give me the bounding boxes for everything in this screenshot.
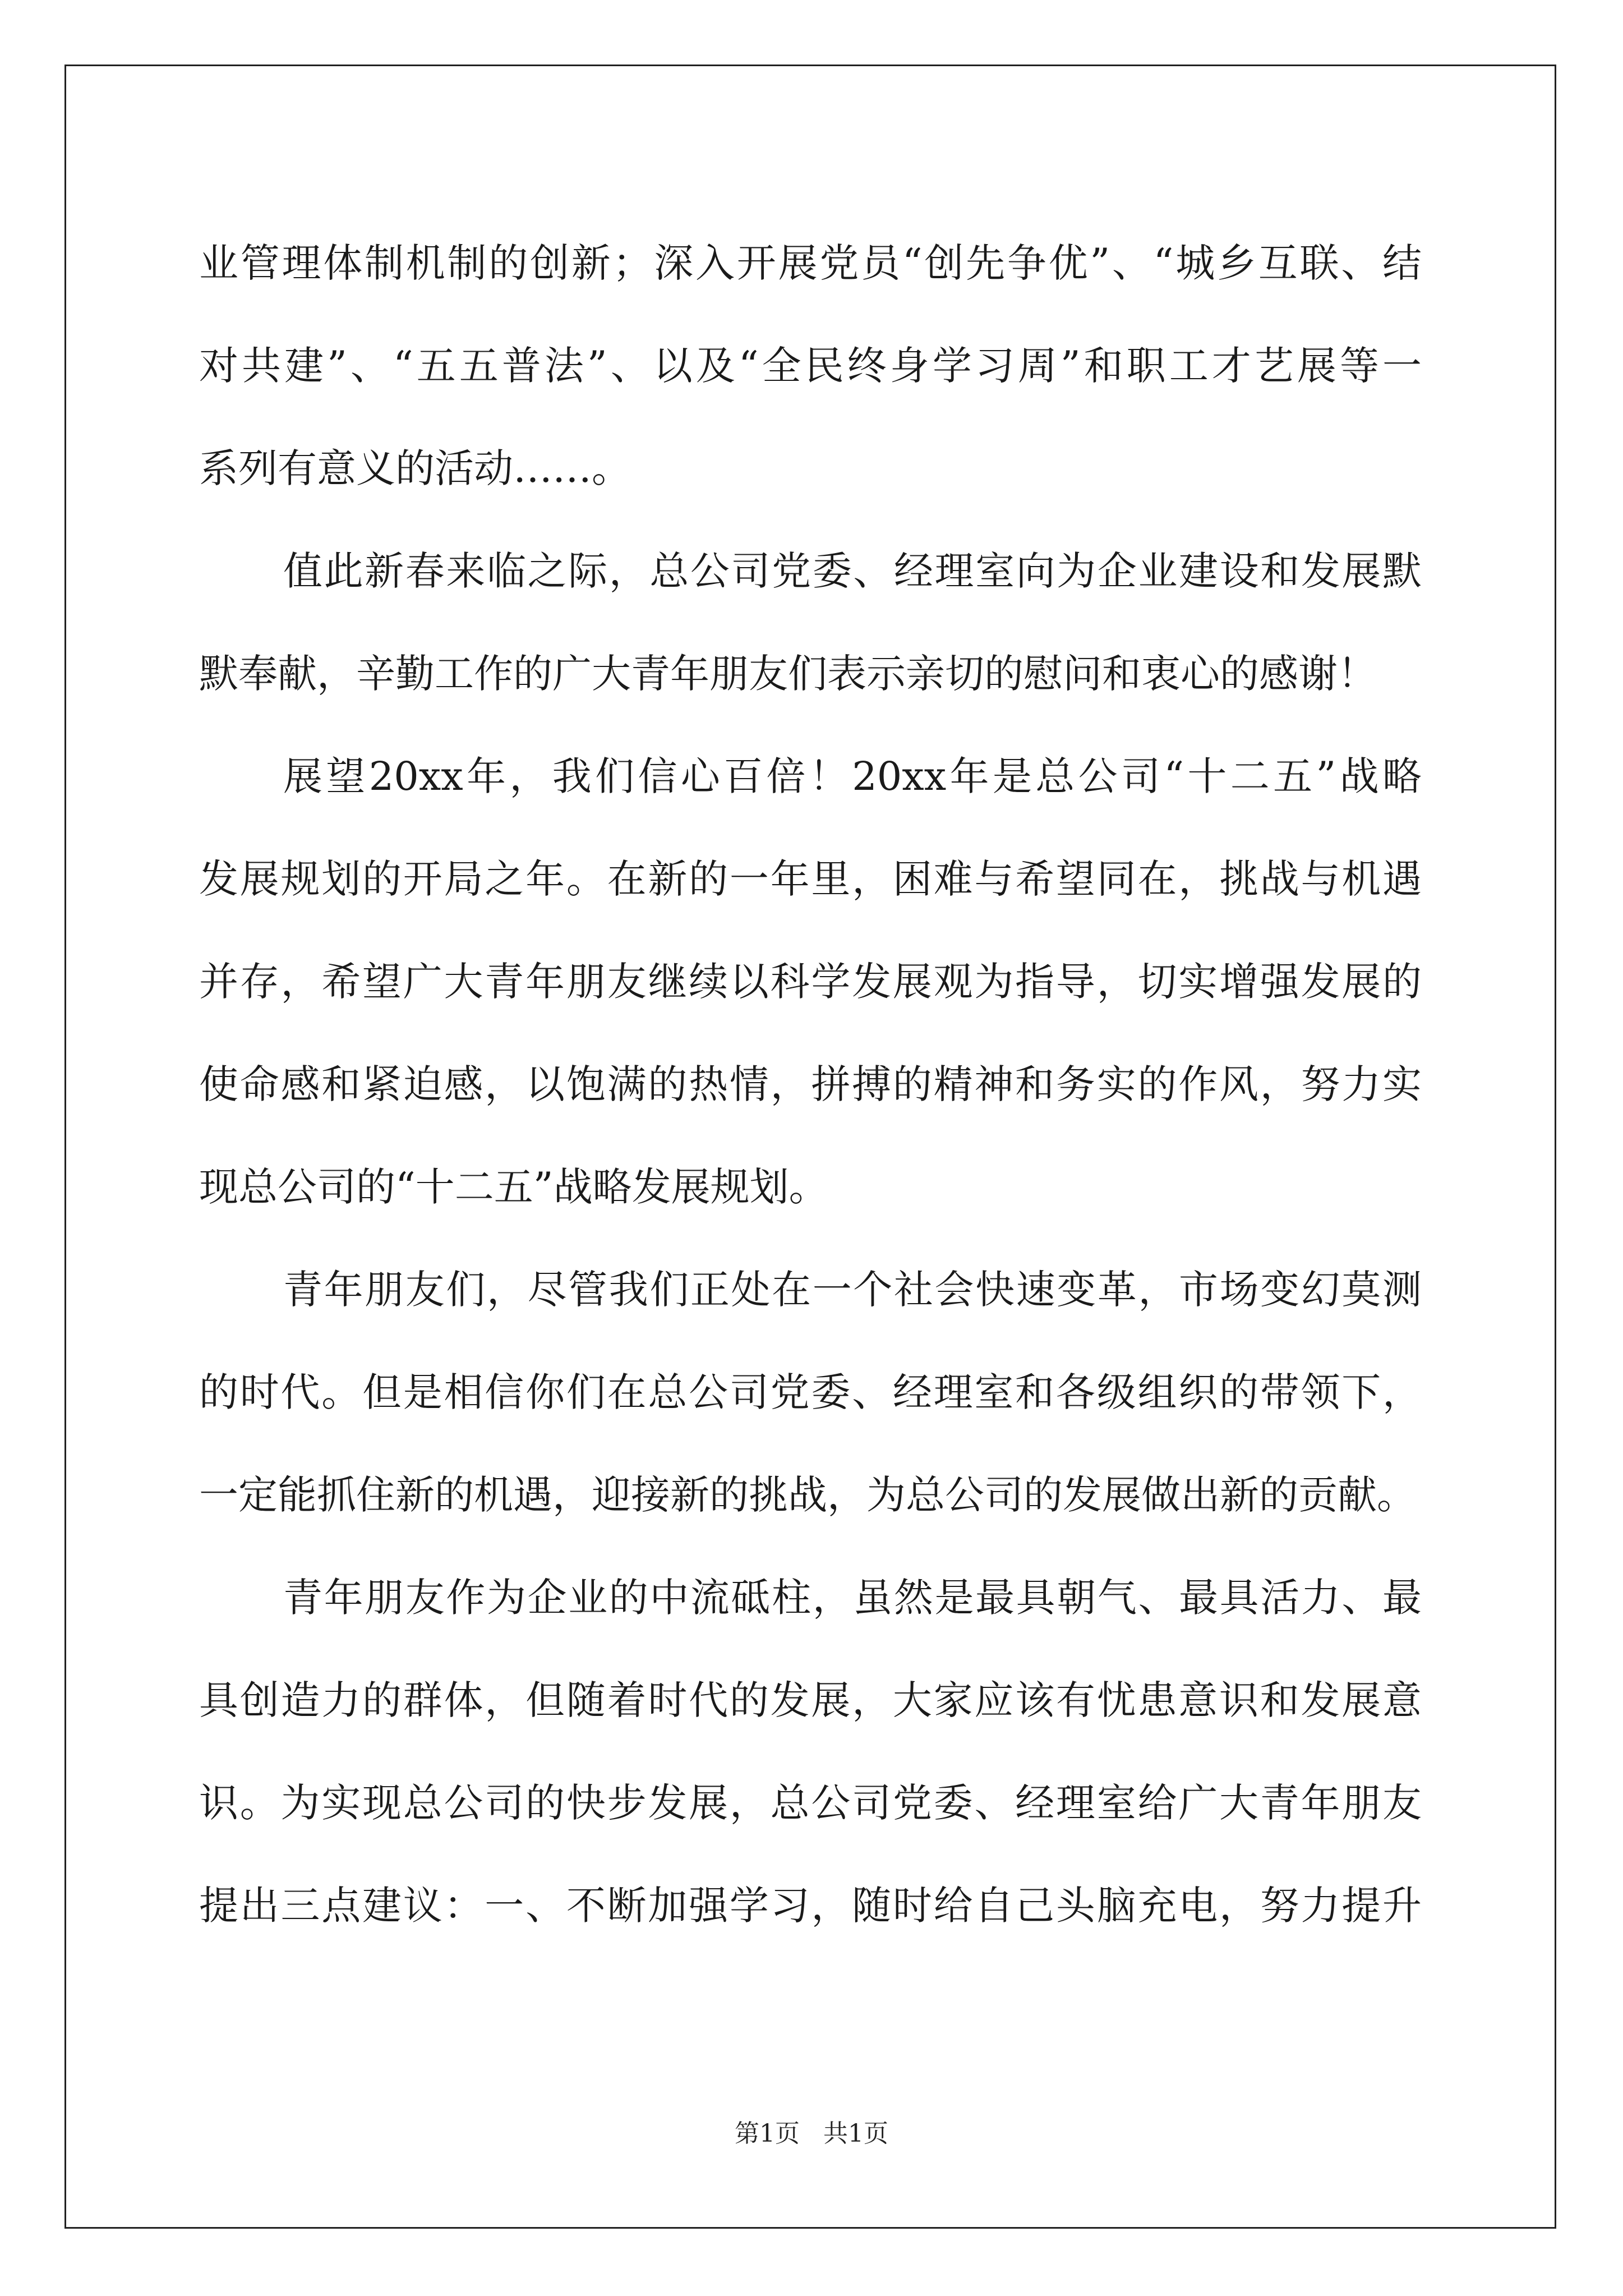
text-line: 发展规划的开局之年。在新的一年里，困难与希望同在，挑战与机遇 [199, 856, 1422, 902]
page-total: 共1页 [823, 2119, 888, 2148]
text-line: 并存，希望广大青年朋友继续以科学发展观为指导，切实增强发展的 [199, 959, 1422, 1005]
page-footer [0, 2117, 1623, 2151]
text-line: 识。为实现总公司的快步发展，总公司党委、经理室给广大青年朋友 [199, 1780, 1422, 1826]
text-line: 具创造力的群体，但随着时代的发展，大家应该有忧患意识和发展意 [199, 1677, 1422, 1723]
text-line: 一定能抓住新的机遇，迎接新的挑战，为总公司的发展做出新的贡献。 [199, 1472, 1416, 1518]
text-line: 提出三点建议：一、不断加强学习，随时给自己头脑充电，努力提升 [199, 1883, 1422, 1929]
page-number: 第1页 [735, 2119, 800, 2148]
text-line: 青年朋友作为企业的中流砥柱，虽然是最具朝气、最具活力、最 [283, 1575, 1422, 1621]
text-line: 的时代。但是相信你们在总公司党委、经理室和各级组织的带领下， [199, 1369, 1422, 1415]
text-line: 使命感和紧迫感，以饱满的热情，拼搏的精神和务实的作风，努力实 [199, 1061, 1422, 1107]
text-line: 展望20xx年，我们信心百倍！20xx年是总公司“十二五”战略 [283, 753, 1422, 799]
text-line: 值此新春来临之际，总公司党委、经理室向为企业建设和发展默 [283, 548, 1422, 594]
text-line: 青年朋友们，尽管我们正处在一个社会快速变革，市场变幻莫测 [283, 1267, 1422, 1313]
text-line: 系列有意义的活动……。 [199, 445, 631, 491]
text-line: 业管理体制机制的创新；深入开展党员“创先争优”、“城乡互联、结 [199, 240, 1422, 286]
text-line: 现总公司的“十二五”战略发展规划。 [199, 1164, 828, 1210]
document-body [199, 212, 1422, 1957]
text-line: 对共建”、“五五普法”、以及“全民终身学习周”和职工才艺展等一 [199, 343, 1422, 389]
text-line: 默奉献，辛勤工作的广大青年朋友们表示亲切的慰问和衷心的感谢！ [199, 651, 1377, 697]
